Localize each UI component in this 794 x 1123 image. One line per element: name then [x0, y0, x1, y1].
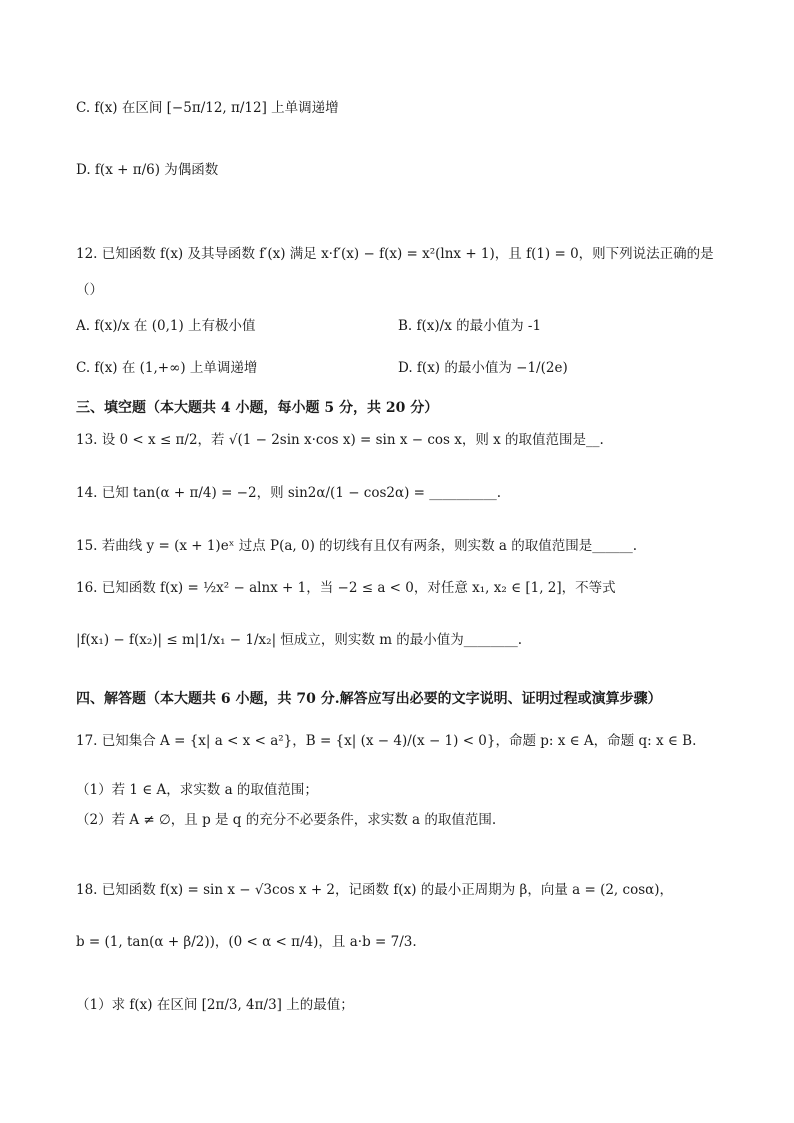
question-18-line2: b = (1, tan(α + β/2))，(0 < α < π/4)，且 a·b = 7/3. — [76, 934, 417, 950]
option-c-q12: C. f(x) 在 (1,+∞) 上单调递增 — [76, 360, 258, 376]
option-b-q12: B. f(x)/x 的最小值为 -1 — [398, 318, 542, 334]
option-d-q12: D. f(x) 的最小值为 −1/(2e) — [398, 360, 568, 376]
question-13: 13. 设 0 < x ≤ π/2，若 √(1 − 2sin x·cos x) = sin x − cos x，则 x 的取值范围是__. — [76, 432, 604, 448]
question-18-line1: 18. 已知函数 f(x) = sin x − √3cos x + 2，记函数 f(x) 的最小正周期为 β，向量 a = (2, cosα)， — [76, 882, 674, 898]
question-16-line1: 16. 已知函数 f(x) = ½x² − alnx + 1，当 −2 ≤ a < 0，对任意 x₁, x₂ ∈ [1, 2]，不等式 — [76, 580, 616, 596]
question-17-part2: （2）若 A ≠ ∅，且 p 是 q 的充分不必要条件，求实数 a 的取值范围. — [76, 812, 497, 828]
option-d-q11: D. f(x + π/6) 为偶函数 — [76, 162, 219, 178]
question-15: 15. 若曲线 y = (x + 1)eˣ 过点 P(a, 0) 的切线有且仅有两条，则实数 a 的取值范围是______. — [76, 538, 638, 554]
option-c-q11: C. f(x) 在区间 [−5π/12, π/12] 上单调递增 — [76, 100, 339, 116]
question-12-stem: 12. 已知函数 f(x) 及其导函数 f′(x) 满足 x·f′(x) − f(x) = x²(lnx + 1)，且 f(1) = 0，则下列说法正确的是 — [76, 246, 714, 262]
question-14: 14. 已知 tan(α + π/4) = −2，则 sin2α/(1 − cos2α) = __________. — [76, 485, 502, 501]
section-4-heading: 四、解答题（本大题共 6 小题，共 70 分.解答应写出必要的文字说明、证明过程或演算步骤） — [76, 691, 662, 707]
option-a-q12: A. f(x)/x 在 (0,1) 上有极小值 — [76, 318, 256, 334]
question-17-part1: （1）若 1 ∈ A，求实数 a 的取值范围； — [76, 782, 318, 798]
question-18-part1: （1）求 f(x) 在区间 [2π/3, 4π/3] 上的最值； — [76, 997, 354, 1013]
question-17: 17. 已知集合 A = {x| a < x < a²}，B = {x| (x − 4)/(x − 1) < 0}，命题 p: x ∈ A，命题 q: x ∈ B. — [76, 733, 697, 749]
question-12-paren: （） — [76, 282, 103, 298]
question-16-line2: |f(x₁) − f(x₂)| ≤ m|1/x₁ − 1/x₂| 恒成立，则实数 m 的最小值为________. — [76, 632, 523, 648]
section-3-heading: 三、填空题（本大题共 4 小题，每小题 5 分，共 20 分） — [76, 400, 439, 416]
